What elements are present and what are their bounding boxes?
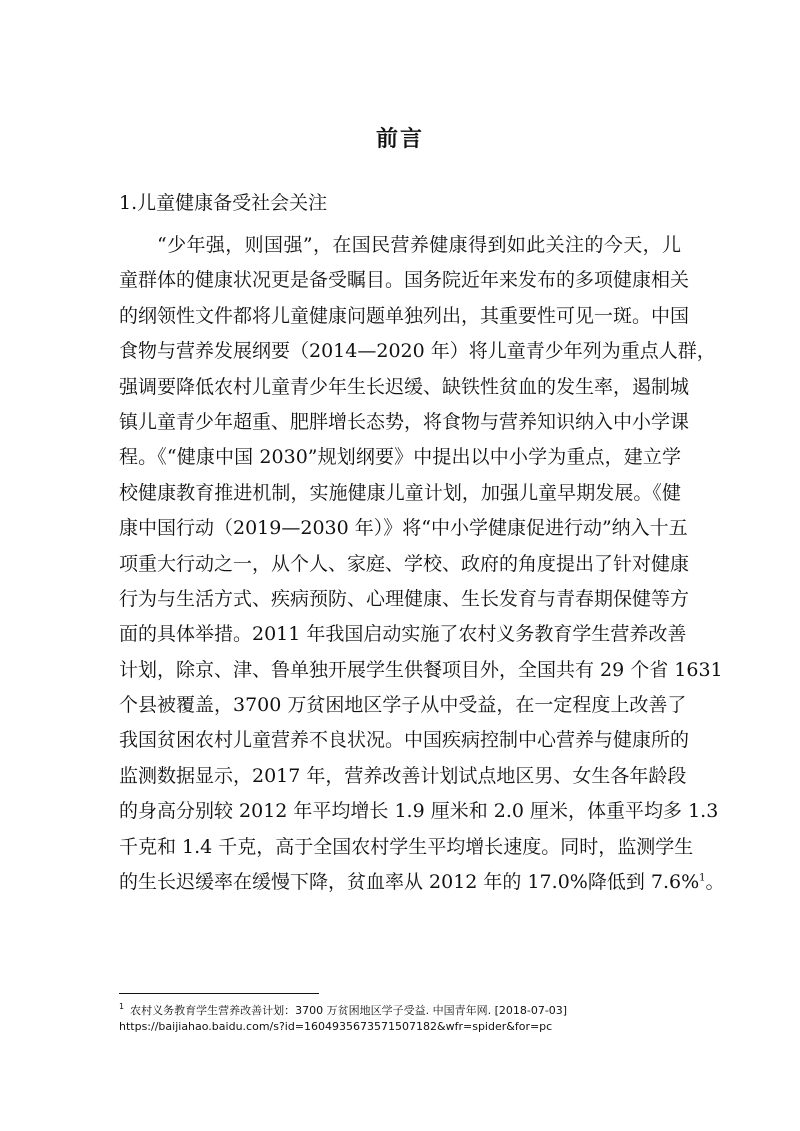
page-title: 前言 (375, 127, 424, 152)
body-paragraph (119, 228, 725, 900)
paragraph-line: 的纲领性文件都将儿童健康问题单独列出，其重要性可见一斑。中国 (119, 304, 690, 327)
footnote-number: 1 (119, 1002, 125, 1012)
paragraph-line-end: 。 (705, 871, 725, 894)
paragraph-last-line (119, 865, 725, 900)
paragraph-line: 童群体的健康状况更是备受瞩目。国务院近年来发布的多项健康相关 (119, 269, 690, 292)
paragraph-line: “少年强，则国强”，在国民营养健康得到如此关注的今天，儿 (157, 234, 681, 256)
footnote-reference[interactable]: 1 (699, 872, 706, 884)
section-heading: 1.儿童健康备受社会关注 (119, 192, 328, 214)
paragraph-line: 食物与营养发展纲要（2014—2020 年）将儿童青少年列为重点人群， (119, 340, 716, 363)
paragraph-line: 监测数据显示，2017 年，营养改善计划试点地区男、女生各年龄段 (119, 764, 687, 787)
paragraph-line: 行为与生活方式、疾病预防、心理健康、生长发育与青春期保健等方 (119, 587, 690, 610)
footnote (119, 1003, 719, 1035)
paragraph-line: 我国贫困农村儿童营养不良状况。中国疾病控制中心营养与健康所的 (119, 729, 690, 752)
paragraph-line: 程。《“健康中国 2030”规划纲要》中提出以中小学为重点，建立学 (119, 446, 681, 469)
paragraph-line: 康中国行动（2019—2030 年）》将“中小学健康促进行动”纳入十五 (119, 517, 688, 540)
paragraph-line: 的身高分别较 2012 年平均增长 1.9 厘米和 2.0 厘米，体重平均多 1.3 (119, 800, 719, 823)
paragraph-line: 项重大行动之一，从个人、家庭、学校、政府的角度提出了针对健康 (119, 552, 690, 575)
paragraph-line: 校健康教育推进机制，实施健康儿童计划，加强儿童早期发展。《健 (119, 481, 681, 504)
paragraph-line: 千克和 1.4 千克，高于全国农村学生平均增长速度。同时，监测学生 (119, 835, 694, 858)
paragraph-line: 计划，除京、津、鲁单独开展学生供餐项目外，全国共有 29 个省 1631 (119, 658, 723, 681)
footnote-url[interactable]: https://baijiahao.baidu.com/s?id=1604935673571507182&wfr=spider&for=pc (119, 1020, 553, 1033)
paragraph-line: 个县被覆盖，3700 万贫困地区学子从中受益，在一定程度上改善了 (119, 694, 687, 717)
paragraph-line: 面的具体举措。2011 年我国启动实施了农村义务教育学生营养改善 (119, 623, 687, 646)
paragraph-line: 镇儿童青少年超重、肥胖增长态势，将食物与营养知识纳入中小学课 (119, 410, 690, 433)
footnote-text: 农村义务教育学生营养改善计划：3700 万贫困地区学子受益. 中国青年网. [2018-07-03] (130, 1004, 568, 1017)
footnote-divider (119, 993, 319, 994)
paragraph-line-text: 的生长迟缓率在缓慢下降，贫血率从 2012 年的 17.0%降低到 7.6% (119, 871, 700, 894)
paragraph-line: 强调要降低农村儿童青少年生长迟缓、缺铁性贫血的发生率，遏制城 (119, 375, 690, 398)
